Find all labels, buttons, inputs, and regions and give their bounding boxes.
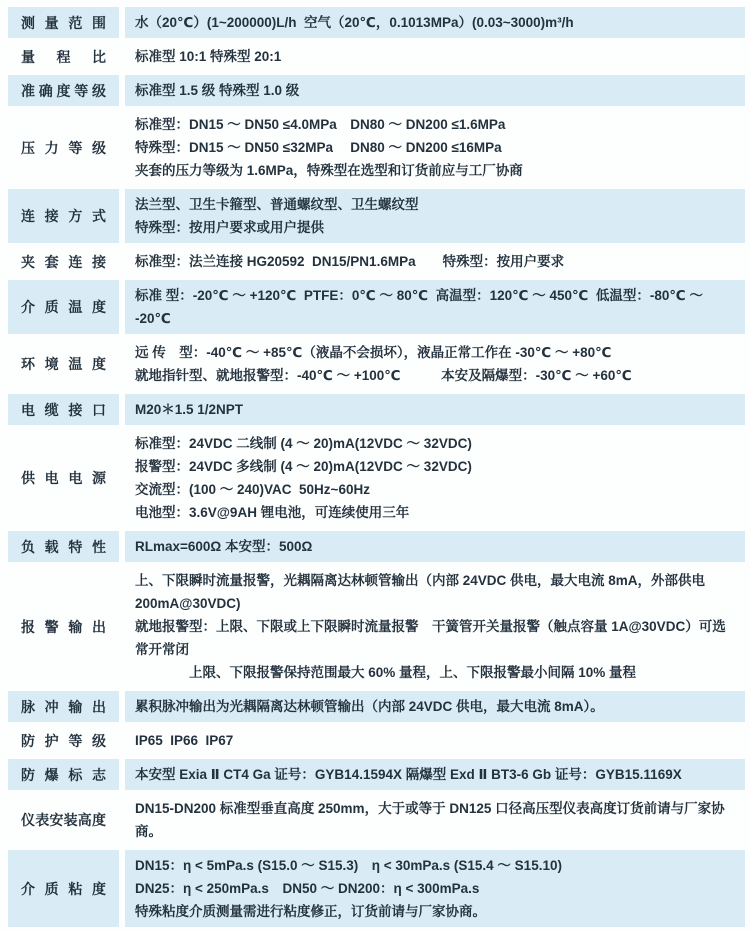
row-value-line: RLmax=600Ω 本安型：500Ω [135,539,313,554]
row-label: 环境温度 [21,356,106,372]
row-value-line: 就地报警型：上限、下限或上下限瞬时流量报警 干簧管开关量报警（触点容量 1A@30VDC）可选常开常闭 [135,619,726,657]
row-value-line: 标准 型：-20℃ ～ +120℃ PTFE：0℃ ～ 80℃ 高温型：120℃ ～ 450℃ 低温型：-80℃ ～ -20℃ [135,288,707,326]
row-content-cell [125,565,745,688]
row-content-cell [125,41,745,72]
row-label-cell [8,725,119,756]
table-row [8,280,745,334]
row-value-line: 标准型：法兰连接 HG20592 DN15/PN1.6MPa 特殊型：按用户要求 [135,254,565,269]
row-content-cell [125,850,745,927]
row-value-line: 上限、下限报警保持范围最大 60% 量程，上、下限报警最小间隔 10% 量程 [135,665,637,680]
row-label: 准确度等级 [21,82,106,99]
row-label-cell [8,531,119,562]
row-value-line: 交流型：(100 ～ 240)VAC 50Hz~60Hz [135,482,370,497]
row-content-cell [125,531,745,562]
row-value-line: 就地指针型、就地报警型：-40℃ ～ +100℃ 本安及隔爆型：-30℃ ～ +60℃ [135,368,632,383]
row-label: 测量范围 [21,14,106,31]
row-content-cell [125,428,745,528]
row-label-cell [8,109,119,186]
row-value-line: 特殊型：DN15 ～ DN50 ≤32MPa DN80 ～ DN200 ≤16MPa [135,140,502,155]
row-content-cell [125,7,745,38]
row-value-line: 累积脉冲输出为光耦隔离达林顿管输出（内部 24VDC 供电，最大电流 8mA）。 [135,699,604,714]
row-label-cell [8,75,119,106]
table-row [8,337,745,391]
row-label: 连接方式 [21,208,106,224]
row-label: 防爆标志 [21,766,106,783]
table-row [8,41,745,72]
row-label-cell [8,280,119,334]
table-row [8,850,745,927]
row-content-cell [125,793,745,847]
row-value-line: 标准型：24VDC 二线制 (4 ～ 20)mA(12VDC ～ 32VDC) [135,436,472,451]
row-label: 供电电源 [21,470,106,486]
row-content-cell [125,759,745,790]
row-label-cell [8,189,119,243]
row-content-cell [125,189,745,243]
row-label: 负载特性 [21,538,106,555]
row-value-line: DN15-DN200 标准型垂直高度 250mm，大于或等于 DN125 口径高压型仪表高度订货前请与厂家协商。 [135,801,725,839]
row-label-cell [8,41,119,72]
row-content-cell [125,280,745,334]
row-label: 防护等级 [21,732,106,749]
table-row [8,531,745,562]
table-row [8,246,745,277]
row-value-line: DN15：η < 5mPa.s (S15.0 ～ S15.3) η < 30mPa.s (S15.4 ～ S15.10) [135,858,562,873]
row-content-cell [125,337,745,391]
row-value-line: 电池型：3.6V@9AH 锂电池，可连续使用三年 [135,505,410,520]
row-value-line: 报警型：24VDC 多线制 (4 ～ 20)mA(12VDC ～ 32VDC) [135,459,472,474]
row-value-line: 标准型 10:1 特殊型 20:1 [135,49,282,64]
row-label: 压力等级 [21,139,106,156]
row-label-cell [8,759,119,790]
row-label-cell [8,565,119,688]
row-label: 仪表安装高度 [21,812,106,828]
row-label-cell [8,394,119,425]
table-row [8,793,745,847]
row-label: 电缆接口 [21,401,106,418]
row-value-line: 标准型 1.5 级 特殊型 1.0 级 [135,83,300,98]
row-label-cell [8,850,119,927]
row-value-line: DN25：η < 250mPa.s DN50 ～ DN200：η < 300mPa.s [135,881,480,896]
row-content-cell [125,691,745,722]
row-label-cell [8,337,119,391]
row-label-cell [8,428,119,528]
row-value-line: 特殊粘度介质测量需进行粘度修正，订货前请与厂家协商。 [135,904,486,919]
table-row [8,189,745,243]
row-value-line: 上、下限瞬时流量报警，光耦隔离达林顿管输出（内部 24VDC 供电，最大电流 8mA，外部供电 200mA@30VDC) [135,573,709,611]
row-content-cell [125,109,745,186]
table-row [8,565,745,688]
row-label-cell [8,691,119,722]
row-label-cell [8,7,119,38]
table-row [8,75,745,106]
row-value-line: M20＊1.5 1/2NPT [135,402,244,417]
table-row [8,691,745,722]
table-row [8,725,745,756]
row-content-cell [125,725,745,756]
table-row [8,109,745,186]
row-value-line: 远 传 型：-40℃ ～ +85℃（液晶不会损坏），液晶正常工作在 -30℃ ～ +80℃ [135,345,612,360]
table-row [8,428,745,528]
row-content-cell [125,246,745,277]
table-row [8,394,745,425]
row-label: 脉冲输出 [21,698,106,715]
row-label: 介质温度 [21,299,106,315]
row-label-cell [8,793,119,847]
row-value-line: 特殊型：按用户要求或用户提供 [135,220,324,235]
row-label-cell [8,246,119,277]
table-row [8,7,745,38]
row-label: 量程比 [21,48,106,65]
row-content-cell [125,394,745,425]
row-value-line: 本安型 Exia Ⅱ CT4 Ga 证号：GYB14.1594X 隔爆型 Exd Ⅱ BT3-6 Gb 证号：GYB15.1169X [135,767,682,782]
row-content-cell [125,75,745,106]
row-value-line: 标准型：DN15 ～ DN50 ≤4.0MPa DN80 ～ DN200 ≤1.6MPa [135,117,506,132]
row-value-line: 水（20℃）(1~200000)L/h 空气（20℃，0.1013MPa）(0.03~3000)m³/h [135,15,574,30]
row-value-line: 夹套的压力等级为 1.6MPa，特殊型在选型和订货前应与工厂协商 [135,163,523,178]
row-value-line: IP65 IP66 IP67 [135,733,234,748]
table-row [8,759,745,790]
row-value-line: 法兰型、卫生卡箍型、普通螺纹型、卫生螺纹型 [135,197,419,212]
row-label: 夹套连接 [21,253,106,270]
row-label: 介质粘度 [21,880,106,897]
row-label: 报警输出 [21,618,106,635]
